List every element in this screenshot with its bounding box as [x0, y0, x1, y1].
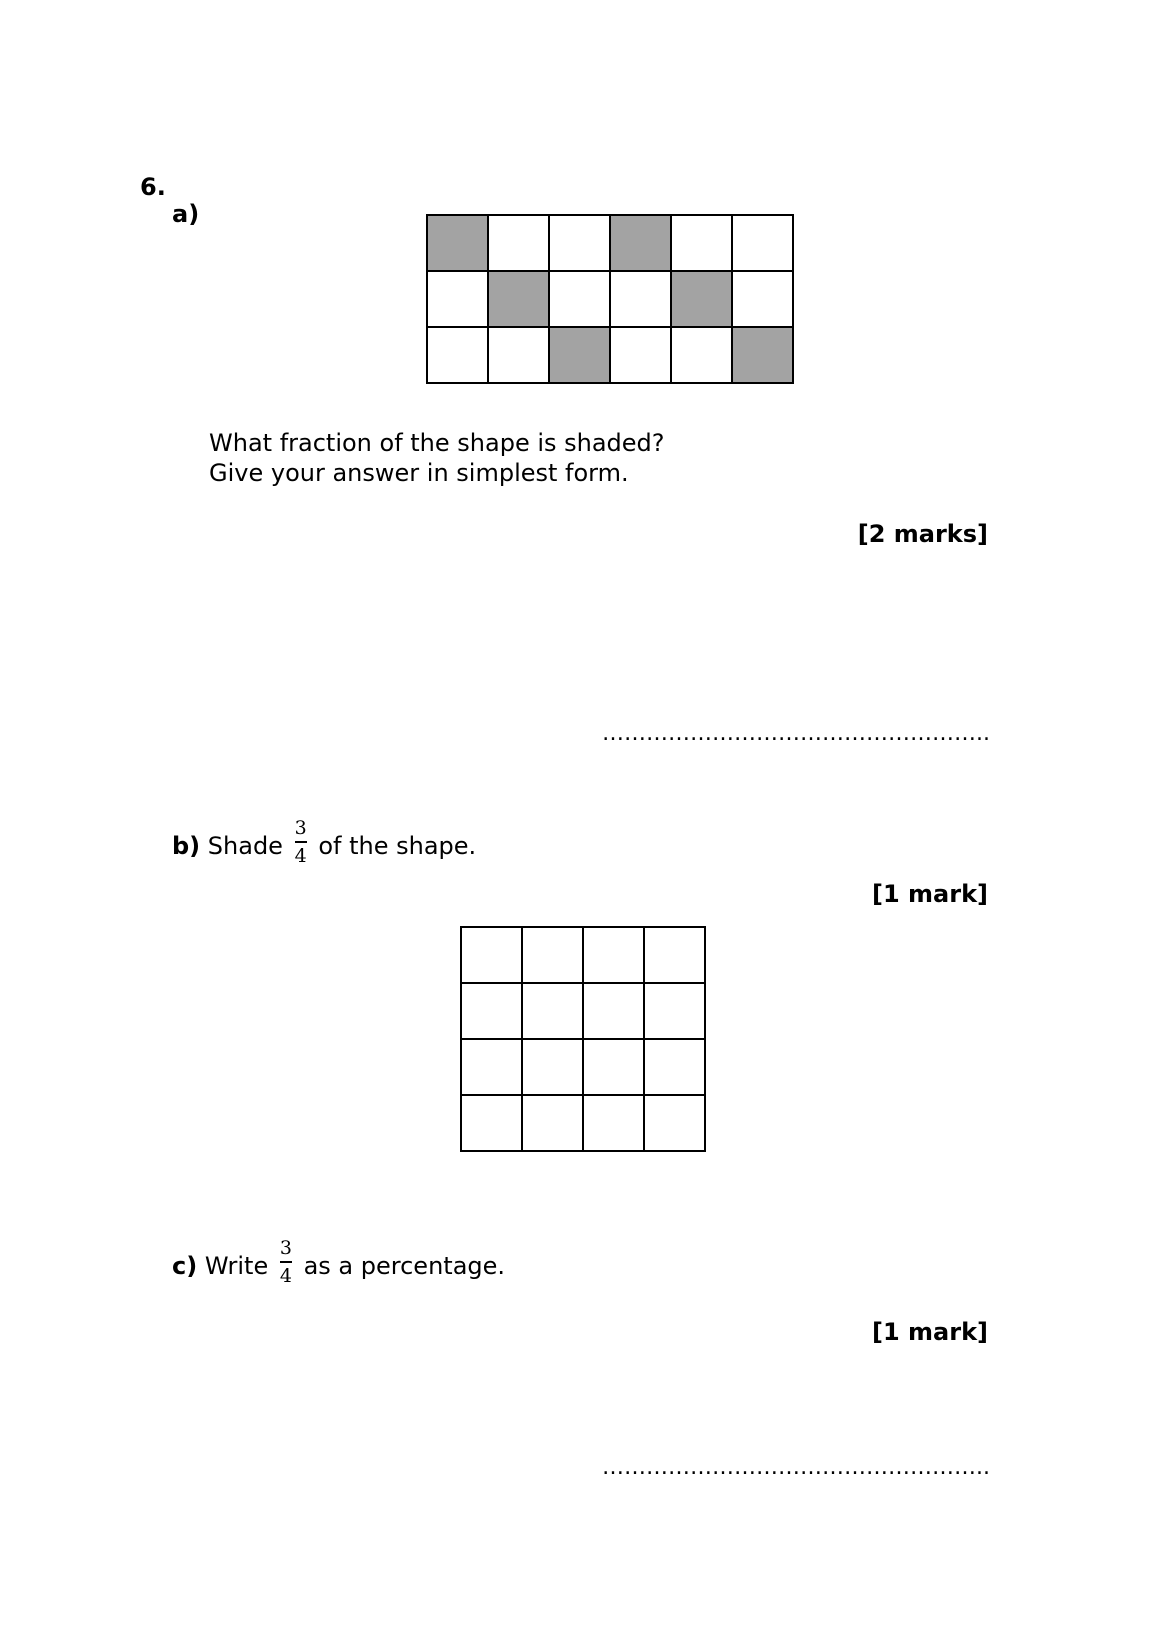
grid-cell-blank[interactable] [522, 927, 583, 983]
part-c-answer-line[interactable]: …………………………………………….. [602, 1455, 990, 1480]
grid-cell-blank[interactable] [522, 983, 583, 1039]
grid-b-row [461, 1039, 705, 1095]
fraction-bar [280, 1261, 292, 1263]
part-c-marks: [1 mark] [872, 1318, 988, 1346]
grid-cell-unshaded [488, 215, 549, 271]
grid-b-row [461, 983, 705, 1039]
grid-cell-shaded [549, 327, 610, 383]
grid-cell-shaded [488, 271, 549, 327]
part-a-label: a) [172, 200, 200, 228]
grid-a-row [427, 215, 793, 271]
part-c-text-after: as a percentage. [303, 1252, 506, 1280]
part-b-text-before: Shade [207, 832, 283, 860]
question-number: 6. [140, 173, 166, 201]
grid-cell-blank[interactable] [461, 927, 522, 983]
part-c-text-before: Write [204, 1252, 269, 1280]
grid-cell-blank[interactable] [583, 1039, 644, 1095]
grid-a-row [427, 271, 793, 327]
part-a-marks: [2 marks] [857, 520, 988, 548]
fraction-bar [295, 841, 307, 843]
part-a-prompt-line2: Give your answer in simplest form. [209, 459, 629, 487]
grid-cell-blank[interactable] [644, 1095, 705, 1151]
part-c-question [172, 1237, 506, 1290]
grid-cell-unshaded [732, 271, 793, 327]
grid-cell-shaded [732, 327, 793, 383]
grid-cell-unshaded [671, 327, 732, 383]
grid-cell-unshaded [610, 327, 671, 383]
grid-cell-shaded [671, 271, 732, 327]
part-c-label: c) [172, 1252, 198, 1280]
part-b-text-after: of the shape. [318, 832, 477, 860]
grid-cell-blank[interactable] [522, 1095, 583, 1151]
grid-cell-blank[interactable] [583, 927, 644, 983]
grid-cell-unshaded [732, 215, 793, 271]
grid-cell-shaded [427, 215, 488, 271]
part-b-fraction [295, 818, 307, 866]
grid-b-row [461, 927, 705, 983]
grid-cell-unshaded [610, 271, 671, 327]
grid-cell-blank[interactable] [644, 927, 705, 983]
grid-cell-blank[interactable] [644, 983, 705, 1039]
grid-cell-blank[interactable] [583, 983, 644, 1039]
grid-cell-blank[interactable] [583, 1095, 644, 1151]
part-a-answer-line[interactable]: …………………………………………….. [602, 721, 990, 746]
grid-cell-shaded [610, 215, 671, 271]
grid-cell-blank[interactable] [644, 1039, 705, 1095]
part-c-fraction-denominator: 4 [279, 1265, 292, 1287]
grid-cell-unshaded [549, 271, 610, 327]
part-c-fraction [280, 1238, 292, 1286]
grid-cell-unshaded [488, 327, 549, 383]
shaded-grid-a [426, 214, 794, 384]
grid-cell-blank[interactable] [461, 1095, 522, 1151]
grid-a-row [427, 327, 793, 383]
part-b-label: b) [172, 832, 201, 860]
part-b-fraction-denominator: 4 [294, 845, 307, 867]
part-b-marks: [1 mark] [872, 880, 988, 908]
grid-cell-unshaded [671, 215, 732, 271]
part-b-question [172, 817, 477, 870]
part-b-fraction-numerator: 3 [294, 817, 307, 839]
grid-cell-unshaded [427, 327, 488, 383]
blank-grid-b[interactable] [460, 926, 706, 1152]
grid-cell-blank[interactable] [461, 1039, 522, 1095]
grid-cell-unshaded [427, 271, 488, 327]
part-a-prompt-line1: What fraction of the shape is shaded? [209, 429, 665, 457]
grid-b-row [461, 1095, 705, 1151]
grid-cell-blank[interactable] [461, 983, 522, 1039]
grid-cell-unshaded [549, 215, 610, 271]
grid-cell-blank[interactable] [522, 1039, 583, 1095]
part-c-fraction-numerator: 3 [279, 1237, 292, 1259]
